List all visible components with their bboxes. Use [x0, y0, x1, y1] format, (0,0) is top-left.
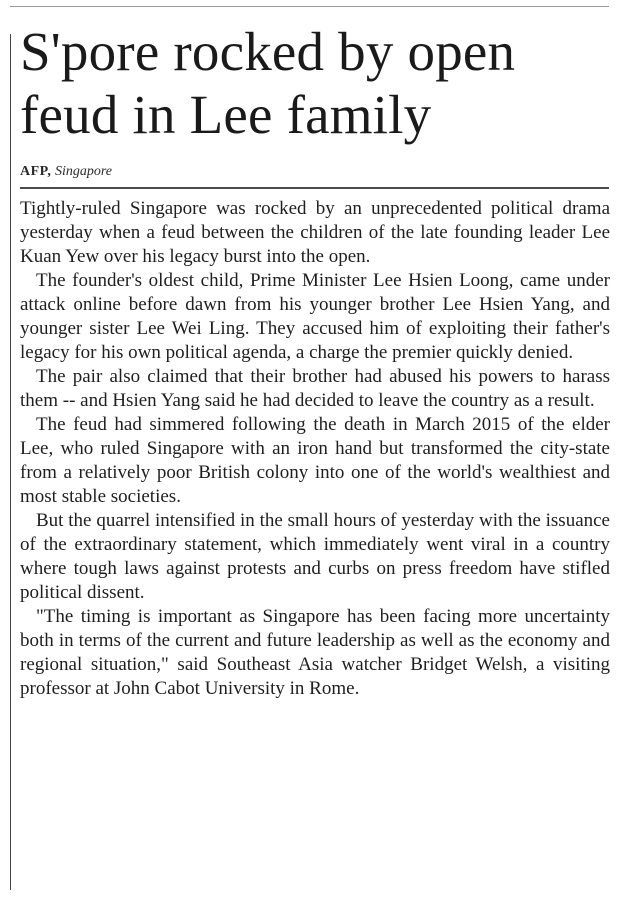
byline-rule — [20, 187, 609, 189]
paragraph: But the quarrel intensified in the small hours of yesterday with the issuance of the extraordinary statement, which immediately went viral in a country where tough laws against protests and curbs on press freedom have stifled political dissent. — [20, 510, 610, 603]
byline-location: Singapore — [54, 164, 112, 179]
top-rule — [10, 6, 609, 7]
headline: S'pore rocked by open feud in Lee family — [20, 21, 516, 145]
news-article — [20, 20, 610, 701]
column-rule — [10, 34, 11, 890]
paragraph: The pair also claimed that their brother had abused his powers to harass them -- and Hsien Yang said he had decided to leave the country as a result. — [20, 366, 610, 411]
paragraph: "The timing is important as Singapore has been facing more uncertainty both in terms of the current and future leadership as well as the economy and regional situation," said Southeast Asia watcher Bridget Welsh, a visiting professor at John Cabot University in Rome. — [20, 606, 610, 699]
paragraph: The founder's oldest child, Prime Minister Lee Hsien Loong, came under attack online before dawn from his younger brother Lee Hsien Yang, and younger sister Lee Wei Ling. They accused him of exploiting their father's legacy for his own political agenda, a charge the premier quickly denied. — [20, 270, 610, 363]
byline — [20, 164, 610, 180]
byline-agency: AFP, — [20, 164, 52, 179]
article-body — [20, 197, 610, 701]
paragraph: Tightly-ruled Singapore was rocked by an unprecedented political drama yesterday when a feud between the children of the late founding leader Lee Kuan Yew over his legacy burst into the open. — [20, 198, 610, 267]
paragraph: The feud had simmered following the death in March 2015 of the elder Lee, who ruled Singapore with an iron hand but transformed the city-state from a relatively poor British colony into one of the world's wealthiest and most stable societies. — [20, 414, 610, 507]
